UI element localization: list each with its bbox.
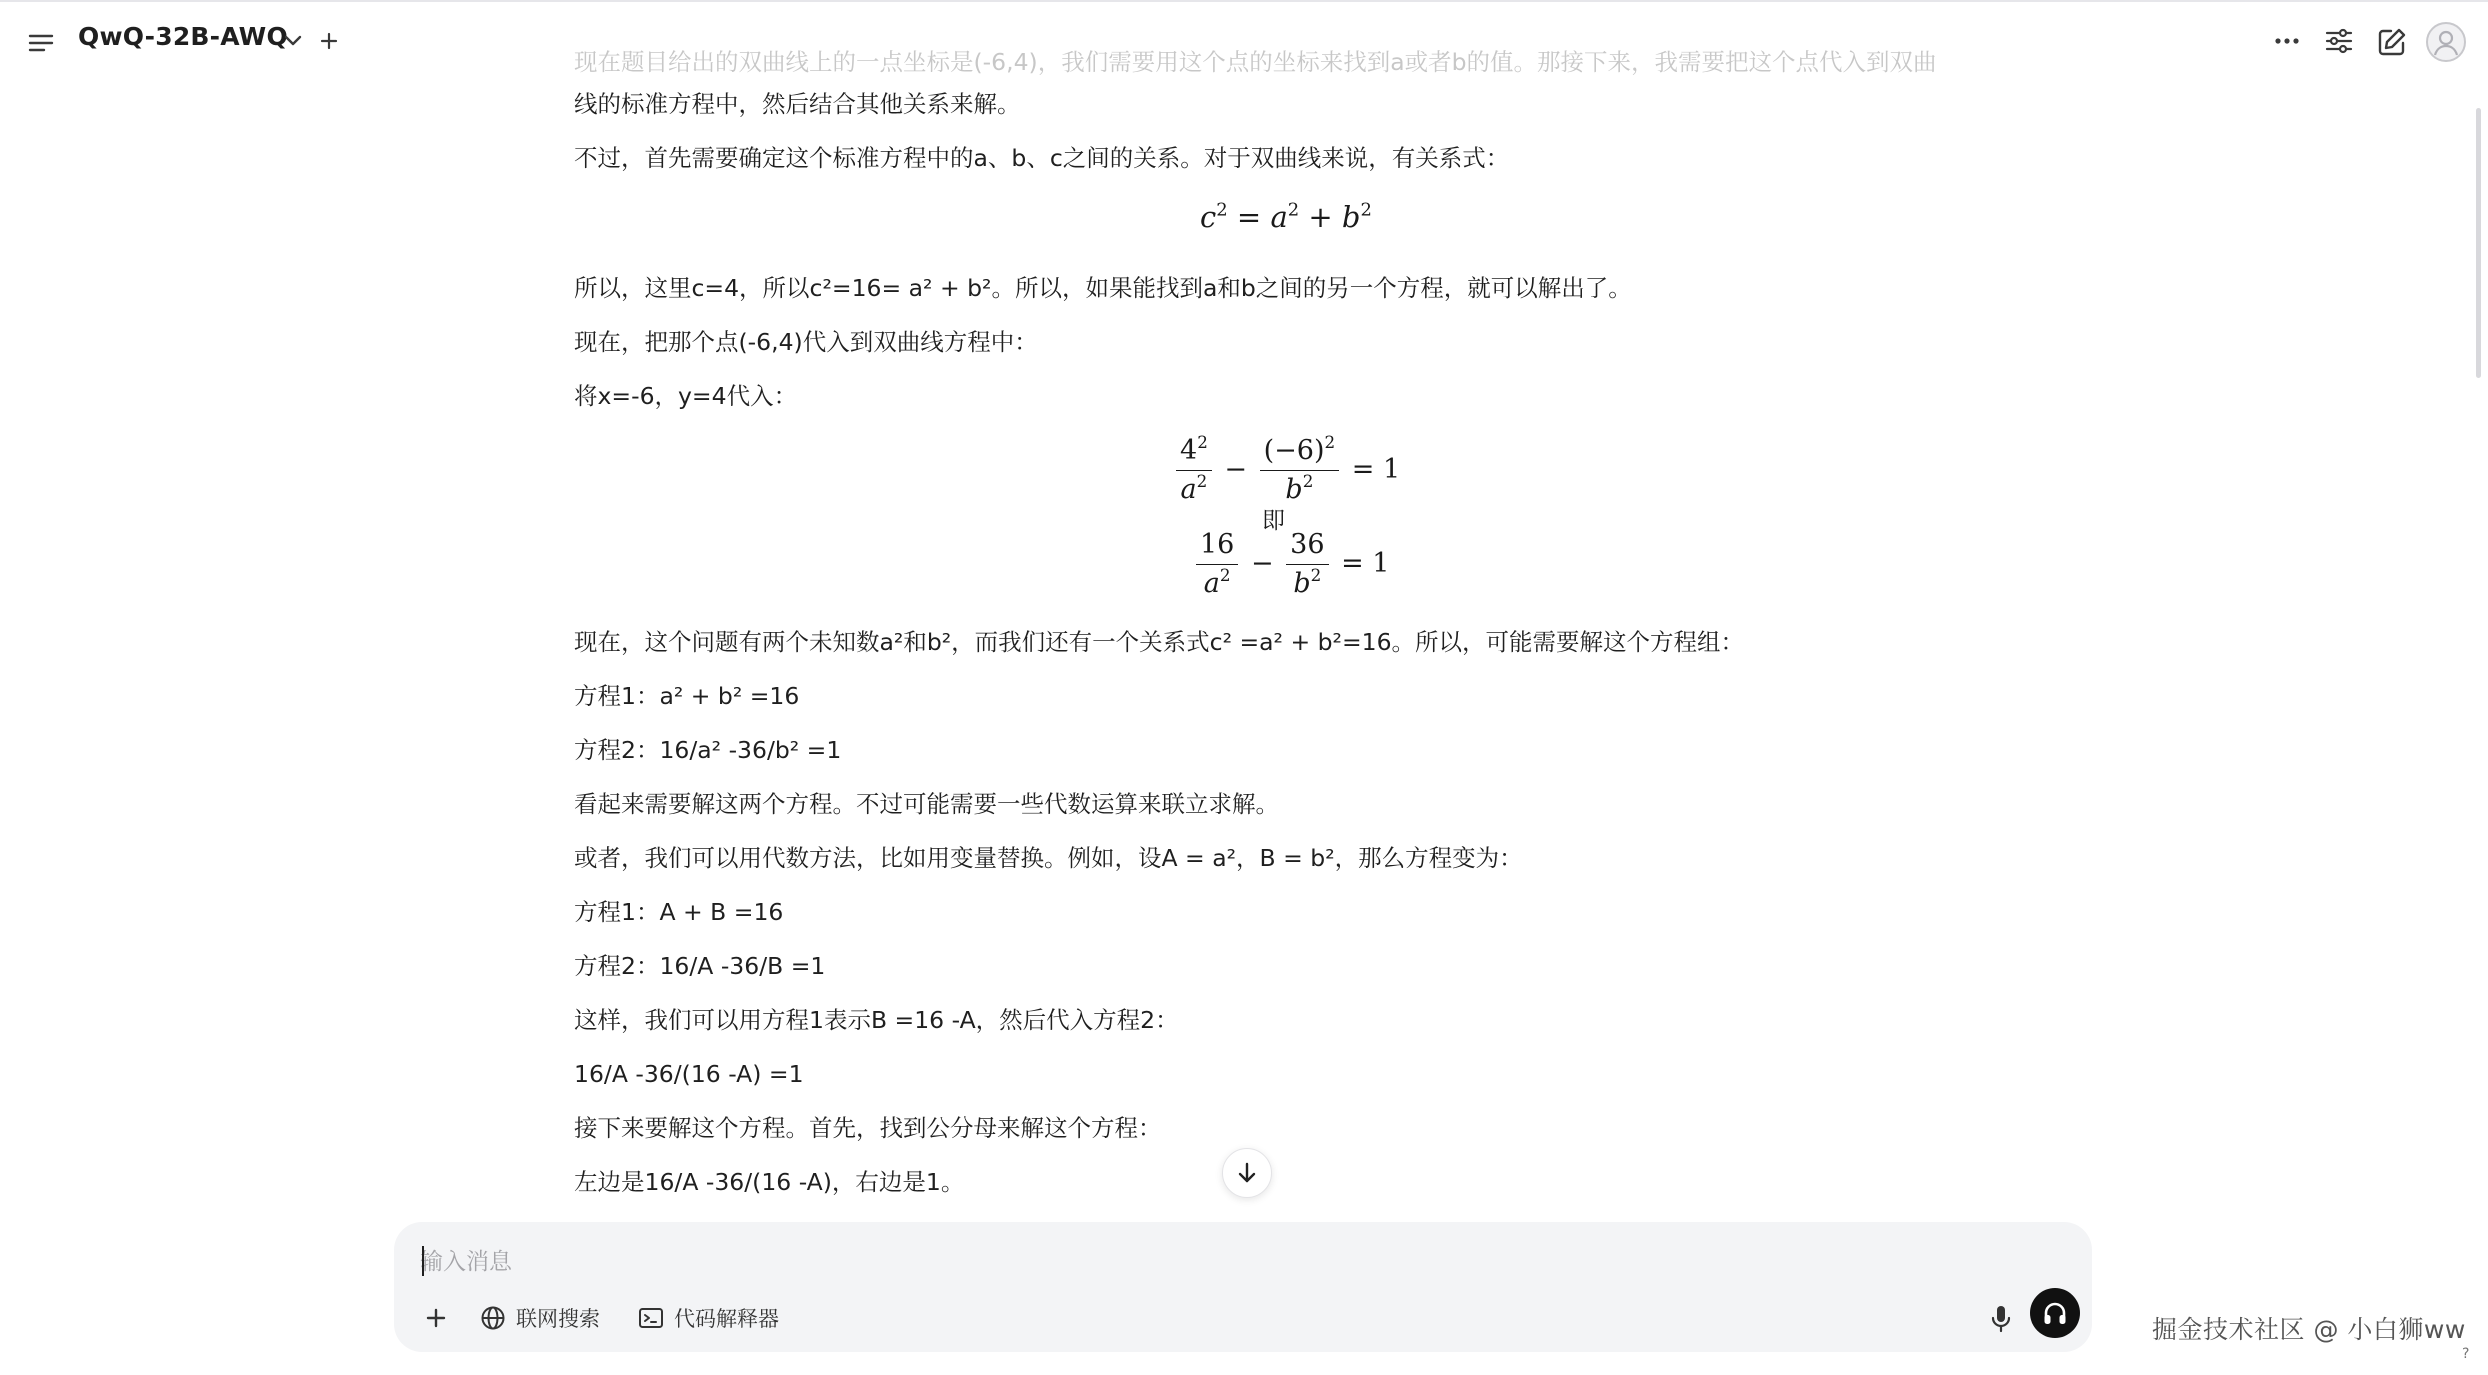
message-paragraph: 所以，这里c=4，所以c²=16= a² + b²。所以，如果能找到a和b之间的另一个方程，就可以解出了。: [574, 274, 1632, 302]
math-label-ji: 即: [1262, 508, 1285, 534]
scroll-to-bottom-button[interactable]: [1222, 1148, 1272, 1198]
message-paragraph: 方程2：16/a² -36/b² =1: [574, 736, 842, 764]
headphones-icon: [2041, 1299, 2069, 1327]
message-paragraph: 现在，把那个点(-6,4)代入到双曲线方程中：: [574, 328, 1038, 356]
microphone-icon: [1990, 1304, 2012, 1334]
message-paragraph: 左边是16/A -36/(16 -A)，右边是1。: [574, 1168, 965, 1196]
terminal-icon: [638, 1306, 664, 1330]
message-paragraph: 不过，首先需要确定这个标准方程中的a、b、c之间的关系。对于双曲线来说，有关系式：: [574, 144, 1510, 172]
math-equation-simplified: $\frac{16}{a^2}$ − $\frac{36}{b^2}$ = 1: [1192, 528, 1389, 601]
message-paragraph: 或者，我们可以用代数方法，比如用变量替换。例如，设A = a²，B = b²，那么方程变为：: [574, 844, 1523, 872]
menu-icon[interactable]: [24, 26, 58, 60]
message-paragraph: 现在，这个问题有两个未知数a²和b²，而我们还有一个关系式c² =a² + b²=16。所以，可能需要解这个方程组：: [574, 628, 1745, 656]
user-avatar-icon[interactable]: [2426, 22, 2466, 62]
watermark-text: 掘金技术社区 @ 小白狮ww: [2152, 1315, 2466, 1344]
edit-icon[interactable]: [2374, 24, 2410, 60]
message-paragraph: 看起来需要解这两个方程。不过可能需要一些代数运算来联立求解。: [574, 790, 1279, 818]
message-paragraph-faded: 现在题目给出的双曲线上的一点坐标是(-6,4)，我们需要用这个点的坐标来找到a或者b的值。那接下来，我需要把这个点代入到双曲: [574, 48, 1937, 76]
more-icon[interactable]: [2270, 24, 2304, 58]
attach-plus-button[interactable]: [418, 1298, 454, 1338]
message-paragraph: 方程1：a² + b² =16: [574, 682, 800, 710]
message-paragraph: 线的标准方程中，然后结合其他关系来解。: [574, 90, 1021, 118]
web-search-button[interactable]: [480, 1298, 600, 1338]
help-mark[interactable]: ?: [2462, 1346, 2470, 1362]
new-chat-plus-icon[interactable]: [316, 26, 342, 56]
math-equation-substituted: $\frac{4^2}{a^2}$ − $\frac{(-6)^2}{b^2}$ = 1: [1172, 434, 1400, 507]
message-composer: [394, 1222, 2092, 1352]
code-interpreter-label: 代码解释器: [674, 1307, 779, 1331]
message-paragraph: 方程1：A + B =16: [574, 898, 784, 926]
chevron-down-icon[interactable]: [280, 28, 306, 54]
message-paragraph: 将x=-6，y=4代入：: [574, 382, 798, 410]
math-equation-relation: $c^2 = a^2 + b^2$: [1200, 199, 1372, 234]
arrow-down-icon: [1236, 1161, 1258, 1185]
web-search-label: 联网搜索: [516, 1307, 600, 1331]
plus-icon: [425, 1307, 447, 1329]
message-paragraph: 16/A -36/(16 -A) =1: [574, 1060, 804, 1088]
message-paragraph: 方程2：16/A -36/B =1: [574, 952, 826, 980]
microphone-button[interactable]: [1982, 1300, 2020, 1338]
message-paragraph: 这样，我们可以用方程1表示B =16 -A，然后代入方程2：: [574, 1006, 1179, 1034]
code-interpreter-button[interactable]: [638, 1298, 779, 1338]
text-caret: [422, 1246, 424, 1276]
sliders-icon[interactable]: [2322, 24, 2356, 58]
model-selector-title[interactable]: QwQ-32B-AWQ: [78, 22, 288, 51]
globe-icon: [480, 1305, 506, 1331]
message-input[interactable]: [418, 1244, 1922, 1280]
message-paragraph: 接下来要解这个方程。首先，找到公分母来解这个方程：: [574, 1114, 1162, 1142]
scrollbar[interactable]: [2476, 108, 2481, 378]
voice-mode-button[interactable]: [2030, 1288, 2080, 1338]
